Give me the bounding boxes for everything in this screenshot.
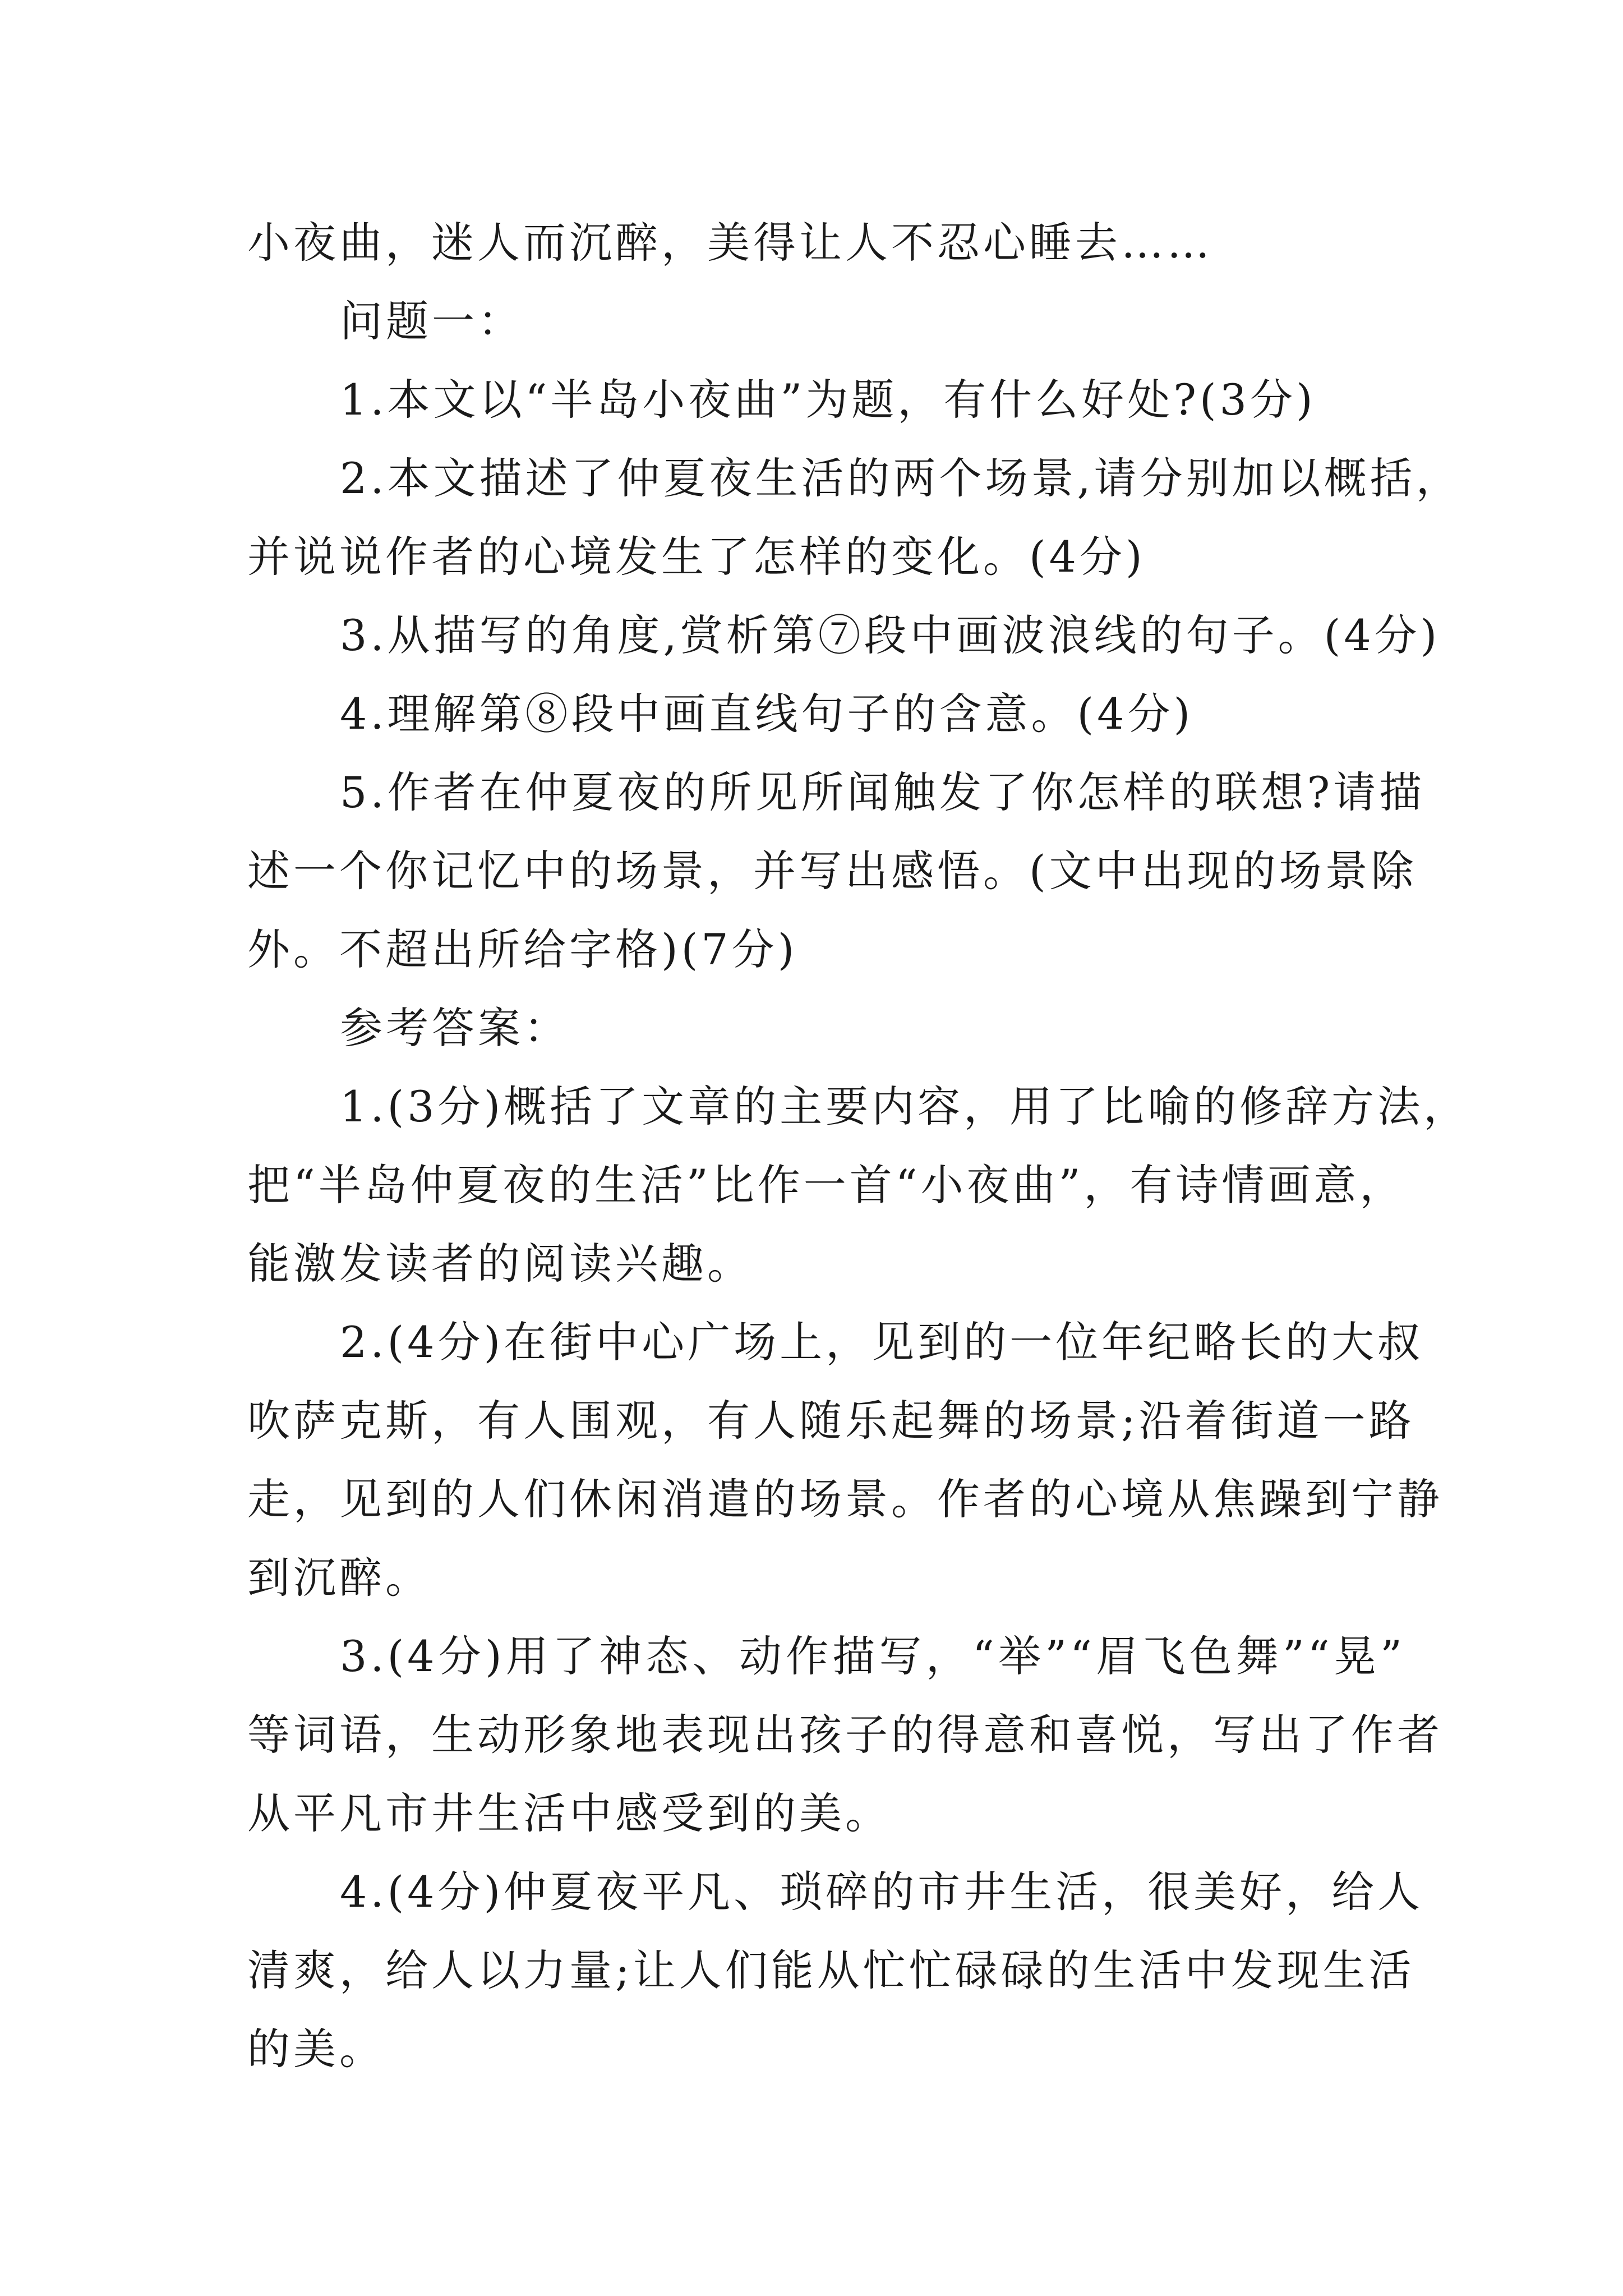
answer-1-cont: 把“半岛仲夏夜的生活”比作一首“小夜曲”，有诗情画意，	[247, 1160, 1406, 1210]
question-2-cont: 并说说作者的心境发生了怎样的变化。(4分)	[247, 532, 1146, 582]
answer-4-cont: 清爽，给人以力量;让人们能从忙忙碌碌的生活中发现生活	[247, 1945, 1415, 1995]
question-4: 4.理解第⑧段中画直线句子的含意。(4分)	[340, 689, 1194, 739]
answer-1: 1.(3分)概括了文章的主要内容，用了比喻的修辞方法，	[340, 1082, 1470, 1131]
question-5-cont: 外。不超出所给字格)(7分)	[247, 924, 798, 974]
section-heading-answers: 参考答案：	[340, 1003, 570, 1053]
answer-2: 2.(4分)在街中心广场上，见到的一位年纪略长的大叔	[340, 1317, 1424, 1367]
question-5: 5.作者在仲夏夜的所见所闻触发了你怎样的联想?请描	[340, 767, 1426, 817]
text-line: 小夜曲，迷人而沉醉，美得让人不忍心睡去……	[247, 218, 1213, 268]
answer-3-cont: 从平凡市井生活中感受到的美。	[247, 1788, 891, 1838]
answer-2-cont: 走，见到的人们休闲消遣的场景。作者的心境从焦躁到宁静	[247, 1474, 1443, 1524]
answer-3-cont: 等词语，生动形象地表现出孩子的得意和喜悦，写出了作者	[247, 1710, 1443, 1760]
question-1: 1.本文以“半岛小夜曲”为题，有什么好处?(3分)	[340, 375, 1316, 425]
answer-2-cont: 吹萨克斯，有人围观，有人随乐起舞的场景;沿着街道一路	[247, 1396, 1415, 1446]
question-5-cont: 述一个你记忆中的场景，并写出感悟。(文中出现的场景除	[247, 846, 1417, 896]
answer-4: 4.(4分)仲夏夜平凡、琐碎的市井生活，很美好，给人	[340, 1867, 1424, 1917]
answer-1-cont: 能激发读者的阅读兴趣。	[247, 1239, 753, 1289]
question-3: 3.从描写的角度,赏析第⑦段中画波浪线的句子。(4分)	[340, 610, 1441, 660]
section-heading-questions: 问题一：	[340, 296, 524, 346]
answer-4-cont: 的美。	[247, 2024, 385, 2074]
answer-2-cont: 到沉醉。	[247, 1553, 431, 1603]
question-2: 2.本文描述了仲夏夜生活的两个场景,请分别加以概括，	[340, 453, 1462, 503]
answer-3: 3.(4分)用了神态、动作描写，“举”“眉飞色舞”“晃”	[340, 1631, 1405, 1681]
